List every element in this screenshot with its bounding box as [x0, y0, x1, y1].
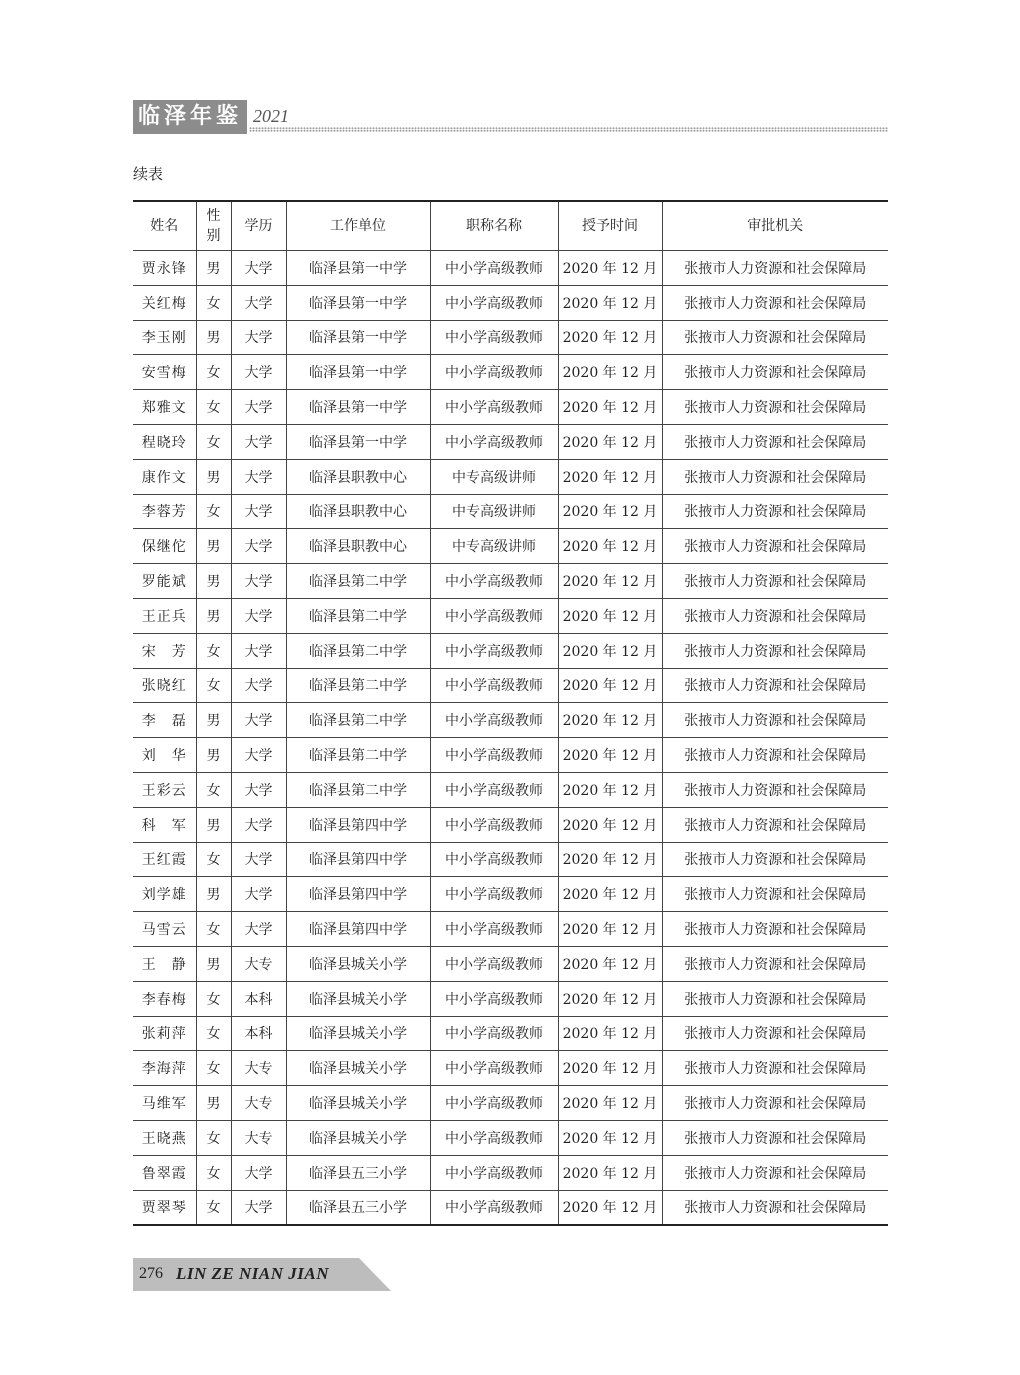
cell-gender: 女 — [196, 494, 231, 529]
cell-name: 刘 华 — [133, 738, 196, 773]
cell-education: 大学 — [231, 703, 286, 738]
cell-workplace: 临泽县五三小学 — [286, 1190, 430, 1225]
table-body — [133, 251, 888, 1226]
column-header-gender — [196, 201, 231, 251]
table-row — [133, 564, 888, 599]
table-row — [133, 459, 888, 494]
column-header-title: 职称名称 — [430, 201, 558, 251]
table-row — [133, 251, 888, 286]
cell-name: 张莉萍 — [133, 1016, 196, 1051]
table-row — [133, 703, 888, 738]
column-header-date: 授予时间 — [558, 201, 662, 251]
cell-authority: 张掖市人力资源和社会保障局 — [662, 459, 888, 494]
cell-workplace: 临泽县五三小学 — [286, 1155, 430, 1190]
cell-workplace: 临泽县第一中学 — [286, 285, 430, 320]
cell-name: 郑雅文 — [133, 390, 196, 425]
cell-education: 大学 — [231, 320, 286, 355]
cell-title: 中小学高级教师 — [430, 981, 558, 1016]
table-row — [133, 598, 888, 633]
page-header — [133, 100, 888, 134]
cell-date: 2020 年 12 月 — [558, 842, 662, 877]
cell-gender: 女 — [196, 668, 231, 703]
cell-name: 科 军 — [133, 807, 196, 842]
cell-workplace: 临泽县第四中学 — [286, 912, 430, 947]
cell-authority: 张掖市人力资源和社会保障局 — [662, 529, 888, 564]
cell-education: 大专 — [231, 1051, 286, 1086]
cell-gender: 女 — [196, 1120, 231, 1155]
cell-name: 马维军 — [133, 1086, 196, 1121]
cell-authority: 张掖市人力资源和社会保障局 — [662, 598, 888, 633]
cell-education: 大学 — [231, 738, 286, 773]
table-row — [133, 772, 888, 807]
cell-date: 2020 年 12 月 — [558, 1120, 662, 1155]
cell-gender: 男 — [196, 946, 231, 981]
cell-authority: 张掖市人力资源和社会保障局 — [662, 1016, 888, 1051]
cell-name: 王红霞 — [133, 842, 196, 877]
cell-education: 大学 — [231, 912, 286, 947]
cell-date: 2020 年 12 月 — [558, 424, 662, 459]
cell-date: 2020 年 12 月 — [558, 912, 662, 947]
cell-name: 王晓燕 — [133, 1120, 196, 1155]
cell-name: 李 磊 — [133, 703, 196, 738]
table-row — [133, 285, 888, 320]
cell-authority: 张掖市人力资源和社会保障局 — [662, 564, 888, 599]
cell-gender: 女 — [196, 390, 231, 425]
cell-workplace: 临泽县城关小学 — [286, 981, 430, 1016]
table-row — [133, 738, 888, 773]
cell-education: 大学 — [231, 772, 286, 807]
column-header-education: 学历 — [231, 201, 286, 251]
cell-workplace: 临泽县城关小学 — [286, 946, 430, 981]
column-header-authority: 审批机关 — [662, 201, 888, 251]
cell-name: 张晓红 — [133, 668, 196, 703]
table-row — [133, 390, 888, 425]
cell-name: 王正兵 — [133, 598, 196, 633]
cell-gender: 男 — [196, 564, 231, 599]
cell-education: 大专 — [231, 946, 286, 981]
cell-authority: 张掖市人力资源和社会保障局 — [662, 1051, 888, 1086]
cell-name: 刘学雄 — [133, 877, 196, 912]
cell-date: 2020 年 12 月 — [558, 1016, 662, 1051]
cell-workplace: 临泽县职教中心 — [286, 494, 430, 529]
cell-title: 中专高级讲师 — [430, 494, 558, 529]
cell-title: 中小学高级教师 — [430, 1155, 558, 1190]
cell-workplace: 临泽县第四中学 — [286, 807, 430, 842]
cell-gender: 女 — [196, 1016, 231, 1051]
cell-workplace: 临泽县第一中学 — [286, 355, 430, 390]
cell-authority: 张掖市人力资源和社会保障局 — [662, 633, 888, 668]
cell-date: 2020 年 12 月 — [558, 251, 662, 286]
cell-gender: 男 — [196, 807, 231, 842]
cell-authority: 张掖市人力资源和社会保障局 — [662, 668, 888, 703]
cell-authority: 张掖市人力资源和社会保障局 — [662, 807, 888, 842]
cell-date: 2020 年 12 月 — [558, 390, 662, 425]
cell-gender: 女 — [196, 912, 231, 947]
cell-gender: 男 — [196, 1086, 231, 1121]
table-row — [133, 1155, 888, 1190]
cell-workplace: 临泽县城关小学 — [286, 1016, 430, 1051]
cell-title: 中小学高级教师 — [430, 598, 558, 633]
cell-authority: 张掖市人力资源和社会保障局 — [662, 1155, 888, 1190]
cell-authority: 张掖市人力资源和社会保障局 — [662, 842, 888, 877]
cell-name: 李玉刚 — [133, 320, 196, 355]
cell-workplace: 临泽县职教中心 — [286, 459, 430, 494]
cell-workplace: 临泽县第一中学 — [286, 424, 430, 459]
cell-title: 中小学高级教师 — [430, 285, 558, 320]
column-header-workplace: 工作单位 — [286, 201, 430, 251]
cell-title: 中小学高级教师 — [430, 1120, 558, 1155]
cell-gender: 女 — [196, 355, 231, 390]
table-row — [133, 807, 888, 842]
cell-date: 2020 年 12 月 — [558, 1086, 662, 1121]
cell-title: 中小学高级教师 — [430, 807, 558, 842]
cell-title: 中小学高级教师 — [430, 633, 558, 668]
cell-title: 中小学高级教师 — [430, 738, 558, 773]
cell-name: 王彩云 — [133, 772, 196, 807]
cell-authority: 张掖市人力资源和社会保障局 — [662, 772, 888, 807]
cell-title: 中小学高级教师 — [430, 355, 558, 390]
cell-name: 李海萍 — [133, 1051, 196, 1086]
cell-title: 中小学高级教师 — [430, 1086, 558, 1121]
table-row — [133, 946, 888, 981]
cell-education: 大学 — [231, 529, 286, 564]
cell-workplace: 临泽县城关小学 — [286, 1086, 430, 1121]
cell-workplace: 临泽县第二中学 — [286, 564, 430, 599]
cell-authority: 张掖市人力资源和社会保障局 — [662, 1120, 888, 1155]
table-row — [133, 529, 888, 564]
cell-date: 2020 年 12 月 — [558, 703, 662, 738]
cell-name: 马雪云 — [133, 912, 196, 947]
cell-education: 大学 — [231, 459, 286, 494]
cell-date: 2020 年 12 月 — [558, 1051, 662, 1086]
cell-title: 中小学高级教师 — [430, 946, 558, 981]
yearbook-title: 临泽年鉴 — [133, 100, 247, 134]
cell-title: 中小学高级教师 — [430, 668, 558, 703]
cell-education: 大学 — [231, 564, 286, 599]
yearbook-year: 2021 — [253, 106, 289, 126]
cell-date: 2020 年 12 月 — [558, 320, 662, 355]
cell-name: 宋 芳 — [133, 633, 196, 668]
cell-workplace: 临泽县第一中学 — [286, 390, 430, 425]
cell-education: 大学 — [231, 355, 286, 390]
cell-date: 2020 年 12 月 — [558, 355, 662, 390]
table-row — [133, 424, 888, 459]
cell-name: 李蓉芳 — [133, 494, 196, 529]
cell-workplace: 临泽县城关小学 — [286, 1120, 430, 1155]
table-header-row — [133, 201, 888, 251]
title-roster-table — [133, 200, 888, 1226]
table-row — [133, 1190, 888, 1225]
cell-gender: 男 — [196, 251, 231, 286]
table-row — [133, 912, 888, 947]
cell-gender: 女 — [196, 285, 231, 320]
table-row — [133, 1086, 888, 1121]
cell-date: 2020 年 12 月 — [558, 633, 662, 668]
cell-authority: 张掖市人力资源和社会保障局 — [662, 355, 888, 390]
cell-date: 2020 年 12 月 — [558, 494, 662, 529]
column-header-gender-label: 性别 — [206, 208, 221, 244]
cell-authority: 张掖市人力资源和社会保障局 — [662, 946, 888, 981]
cell-workplace: 临泽县职教中心 — [286, 529, 430, 564]
cell-education: 大学 — [231, 877, 286, 912]
cell-name: 罗能斌 — [133, 564, 196, 599]
cell-workplace: 临泽县第二中学 — [286, 633, 430, 668]
cell-name: 安雪梅 — [133, 355, 196, 390]
cell-gender: 男 — [196, 877, 231, 912]
cell-workplace: 临泽县第二中学 — [286, 703, 430, 738]
cell-gender: 女 — [196, 1190, 231, 1225]
cell-gender: 男 — [196, 703, 231, 738]
table-row — [133, 877, 888, 912]
cell-education: 大学 — [231, 807, 286, 842]
cell-authority: 张掖市人力资源和社会保障局 — [662, 912, 888, 947]
cell-name: 鲁翠霞 — [133, 1155, 196, 1190]
cell-education: 大学 — [231, 285, 286, 320]
table-row — [133, 494, 888, 529]
cell-workplace: 临泽县城关小学 — [286, 1051, 430, 1086]
cell-workplace: 临泽县第二中学 — [286, 772, 430, 807]
table-row — [133, 668, 888, 703]
cell-authority: 张掖市人力资源和社会保障局 — [662, 320, 888, 355]
cell-authority: 张掖市人力资源和社会保障局 — [662, 424, 888, 459]
cell-workplace: 临泽县第二中学 — [286, 668, 430, 703]
cell-title: 中小学高级教师 — [430, 320, 558, 355]
cell-title: 中专高级讲师 — [430, 459, 558, 494]
cell-gender: 女 — [196, 1155, 231, 1190]
cell-education: 大专 — [231, 1120, 286, 1155]
header-dotted-rule — [249, 127, 888, 132]
cell-education: 大学 — [231, 251, 286, 286]
cell-education: 本科 — [231, 981, 286, 1016]
cell-workplace: 临泽县第一中学 — [286, 251, 430, 286]
cell-date: 2020 年 12 月 — [558, 1190, 662, 1225]
cell-gender: 女 — [196, 842, 231, 877]
cell-gender: 女 — [196, 1051, 231, 1086]
cell-title: 中小学高级教师 — [430, 772, 558, 807]
column-header-name: 姓名 — [133, 201, 196, 251]
cell-name: 保继佗 — [133, 529, 196, 564]
cell-name: 王 静 — [133, 946, 196, 981]
cell-title: 中小学高级教师 — [430, 564, 558, 599]
cell-authority: 张掖市人力资源和社会保障局 — [662, 738, 888, 773]
cell-gender: 男 — [196, 459, 231, 494]
cell-date: 2020 年 12 月 — [558, 529, 662, 564]
cell-education: 大学 — [231, 494, 286, 529]
cell-title: 中小学高级教师 — [430, 912, 558, 947]
cell-gender: 女 — [196, 981, 231, 1016]
cell-authority: 张掖市人力资源和社会保障局 — [662, 251, 888, 286]
cell-date: 2020 年 12 月 — [558, 738, 662, 773]
cell-gender: 男 — [196, 320, 231, 355]
cell-authority: 张掖市人力资源和社会保障局 — [662, 1086, 888, 1121]
cell-date: 2020 年 12 月 — [558, 564, 662, 599]
cell-name: 康作文 — [133, 459, 196, 494]
cell-date: 2020 年 12 月 — [558, 946, 662, 981]
cell-workplace: 临泽县第四中学 — [286, 842, 430, 877]
cell-authority: 张掖市人力资源和社会保障局 — [662, 285, 888, 320]
cell-date: 2020 年 12 月 — [558, 772, 662, 807]
cell-name: 关红梅 — [133, 285, 196, 320]
cell-title: 中小学高级教师 — [430, 842, 558, 877]
cell-authority: 张掖市人力资源和社会保障局 — [662, 877, 888, 912]
cell-date: 2020 年 12 月 — [558, 1155, 662, 1190]
table-row — [133, 355, 888, 390]
cell-education: 大学 — [231, 668, 286, 703]
cell-title: 中小学高级教师 — [430, 877, 558, 912]
cell-gender: 女 — [196, 424, 231, 459]
table-row — [133, 633, 888, 668]
cell-title: 中小学高级教师 — [430, 390, 558, 425]
cell-education: 大学 — [231, 390, 286, 425]
cell-title: 中小学高级教师 — [430, 1190, 558, 1225]
cell-authority: 张掖市人力资源和社会保障局 — [662, 703, 888, 738]
cell-title: 中小学高级教师 — [430, 251, 558, 286]
table-row — [133, 981, 888, 1016]
cell-gender: 男 — [196, 738, 231, 773]
cell-workplace: 临泽县第四中学 — [286, 877, 430, 912]
page-footer — [133, 1258, 391, 1291]
cell-gender: 男 — [196, 598, 231, 633]
table-row — [133, 1016, 888, 1051]
cell-education: 大学 — [231, 633, 286, 668]
cell-gender: 男 — [196, 529, 231, 564]
cell-workplace: 临泽县第二中学 — [286, 738, 430, 773]
cell-education: 大学 — [231, 1155, 286, 1190]
footer-title: LIN ZE NIAN JIAN — [176, 1264, 329, 1283]
cell-education: 大专 — [231, 1086, 286, 1121]
cell-gender: 女 — [196, 633, 231, 668]
cell-date: 2020 年 12 月 — [558, 285, 662, 320]
cell-name: 李春梅 — [133, 981, 196, 1016]
cell-authority: 张掖市人力资源和社会保障局 — [662, 1190, 888, 1225]
cell-title: 中小学高级教师 — [430, 1051, 558, 1086]
page-number: 276 — [139, 1265, 163, 1282]
cell-date: 2020 年 12 月 — [558, 668, 662, 703]
cell-name: 程晓玲 — [133, 424, 196, 459]
table-row — [133, 1120, 888, 1155]
cell-workplace: 临泽县第一中学 — [286, 320, 430, 355]
table-caption: 续表 — [133, 165, 164, 183]
cell-date: 2020 年 12 月 — [558, 877, 662, 912]
cell-date: 2020 年 12 月 — [558, 598, 662, 633]
cell-authority: 张掖市人力资源和社会保障局 — [662, 390, 888, 425]
table-row — [133, 842, 888, 877]
cell-name: 贾永锋 — [133, 251, 196, 286]
cell-name: 贾翠琴 — [133, 1190, 196, 1225]
table-row — [133, 1051, 888, 1086]
cell-date: 2020 年 12 月 — [558, 981, 662, 1016]
cell-authority: 张掖市人力资源和社会保障局 — [662, 494, 888, 529]
cell-title: 中小学高级教师 — [430, 424, 558, 459]
table-row — [133, 320, 888, 355]
cell-education: 大学 — [231, 598, 286, 633]
cell-date: 2020 年 12 月 — [558, 459, 662, 494]
cell-gender: 女 — [196, 772, 231, 807]
cell-title: 中专高级讲师 — [430, 529, 558, 564]
cell-education: 本科 — [231, 1016, 286, 1051]
cell-date: 2020 年 12 月 — [558, 807, 662, 842]
cell-education: 大学 — [231, 842, 286, 877]
cell-education: 大学 — [231, 424, 286, 459]
cell-education: 大学 — [231, 1190, 286, 1225]
cell-authority: 张掖市人力资源和社会保障局 — [662, 981, 888, 1016]
cell-title: 中小学高级教师 — [430, 703, 558, 738]
cell-workplace: 临泽县第二中学 — [286, 598, 430, 633]
cell-title: 中小学高级教师 — [430, 1016, 558, 1051]
